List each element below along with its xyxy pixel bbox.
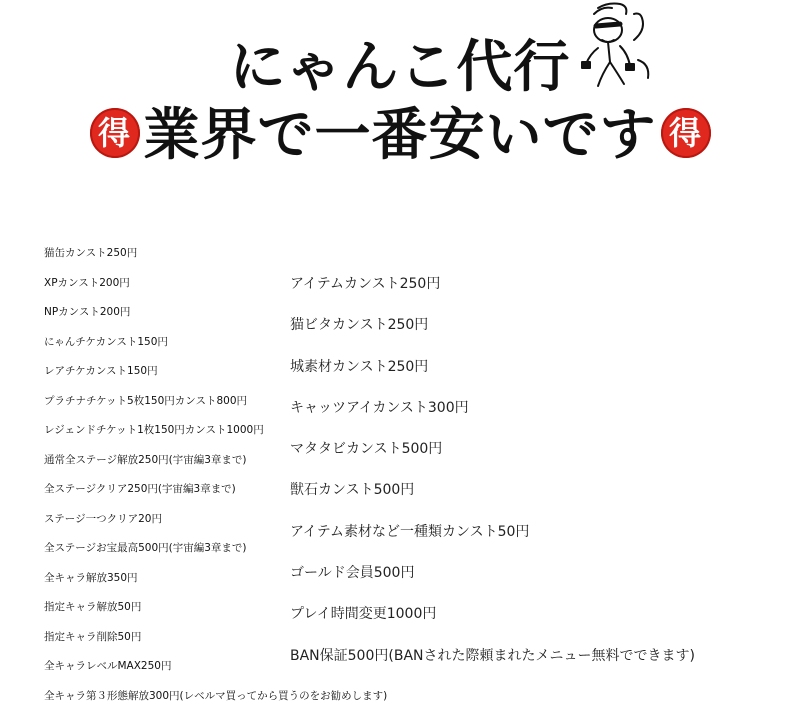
list-item: 城素材カンスト250円 — [290, 355, 790, 396]
list-item: 獣石カンスト500円 — [290, 478, 790, 519]
price-list-right — [290, 272, 790, 685]
list-item: 全キャラレベルMAX250円 — [44, 656, 404, 686]
list-item: BAN保証500円(BANされた際頼まれたメニュー無料でできます) — [290, 644, 790, 685]
list-item: 指定キャラ解放50円 — [44, 597, 404, 627]
list-item: 猫缶カンスト250円 — [44, 243, 404, 273]
list-item: ゴールド会員500円 — [290, 561, 790, 602]
list-item: プレイ時間変更1000円 — [290, 602, 790, 643]
list-item: 通常全ステージ解放250円(宇宙編3章まで) — [44, 450, 404, 480]
list-item: 指定キャラ削除50円 — [44, 627, 404, 657]
page-subtitle — [0, 104, 800, 168]
dancing-alien-character-icon — [568, 0, 668, 96]
list-item: 全ステージお宝最高500円(宇宙編3章まで) — [44, 538, 404, 568]
list-item: NPカンスト200円 — [44, 302, 404, 332]
list-item: マタタビカンスト500円 — [290, 437, 790, 478]
list-item: レアチケカンスト150円 — [44, 361, 404, 391]
list-item: にゃんチケカンスト150円 — [44, 332, 404, 362]
list-item: キャッツアイカンスト300円 — [290, 396, 790, 437]
list-item: アイテムカンスト250円 — [290, 272, 790, 313]
toku-badge-left-icon: 得 — [90, 108, 140, 158]
list-item: アイテム素材など一種類カンスト50円 — [290, 520, 790, 561]
list-item: XPカンスト200円 — [44, 273, 404, 303]
list-item: プラチナチケット5枚150円カンスト800円 — [44, 391, 404, 421]
list-item: レジェンドチケット1枚150円カンスト1000円 — [44, 420, 404, 450]
list-item: 全キャラ解放350円 — [44, 568, 404, 598]
list-item: 全キャラ第３形態解放300円(レベルマ買ってから買うのをお勧めします) — [44, 686, 404, 715]
list-item: 全ステージクリア250円(宇宙編3章まで) — [44, 479, 404, 509]
subtitle-text: 業界で一番安いです — [144, 103, 657, 168]
page-title: にゃんこ代行 — [0, 36, 800, 100]
toku-badge-right-icon: 得 — [661, 108, 711, 158]
list-item: ステージ一つクリア20円 — [44, 509, 404, 539]
list-item: 猫ビタカンスト250円 — [290, 313, 790, 354]
